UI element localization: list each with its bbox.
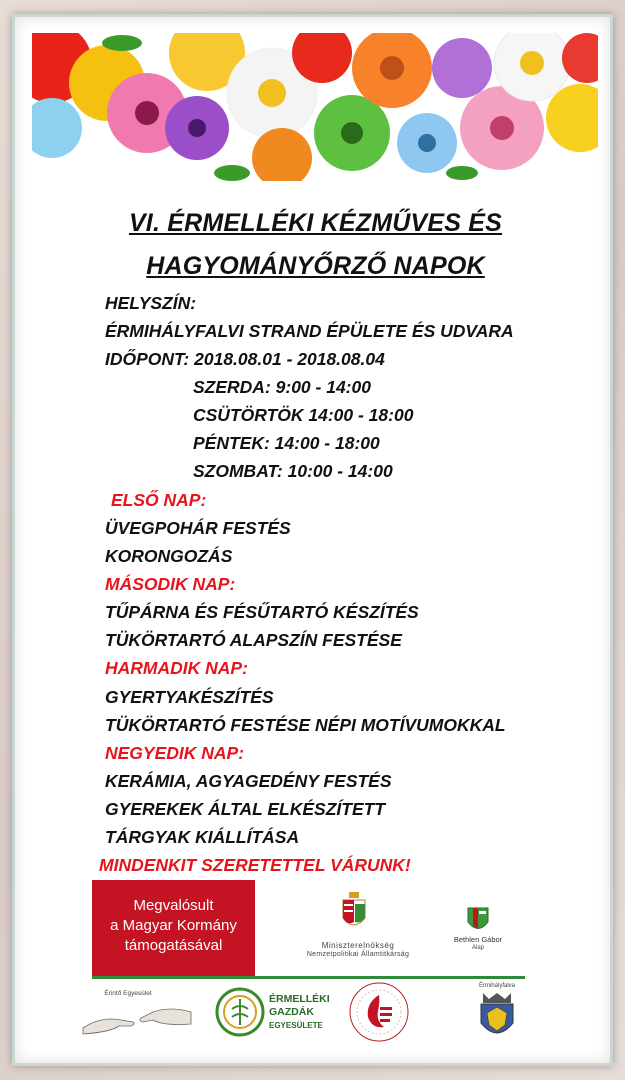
program-item: TÁRGYAK KIÁLLÍTÁSA	[105, 827, 300, 847]
gov-line3: támogatásával	[124, 937, 223, 954]
location-label: HELYSZÍN:	[105, 293, 197, 313]
gazdak-line3: EGYESÜLETE	[269, 1021, 323, 1030]
program-item: GYERTYAKÉSZÍTÉS	[105, 687, 274, 707]
program-item: GYEREKEK ÁLTAL ELKÉSZÍTETT	[105, 799, 386, 819]
gazdak-line2: GAZDÁK	[269, 1006, 314, 1018]
green-divider	[92, 976, 525, 979]
program-item: TÜKÖRTARTÓ FESTÉSE NÉPI MOTÍVUMOKKAL	[105, 715, 506, 735]
town-name: Érmihályfalva	[478, 983, 515, 989]
program-day-heading: ELSŐ NAP:	[111, 490, 207, 510]
program-day-heading: MÁSODIK NAP:	[105, 574, 236, 594]
town-coat-of-arms-icon	[477, 991, 517, 1043]
poster	[12, 14, 613, 1066]
program-item: KERÁMIA, AGYAGEDÉNY FESTÉS	[105, 771, 392, 791]
day-schedule: SZERDA: 9:00 - 14:00	[193, 377, 371, 397]
program-item: TÜKÖRTARTÓ ALAPSZÍN FESTÉSE	[105, 630, 402, 650]
closing-message: MINDENKIT SZERETETTEL VÁRUNK!	[99, 855, 411, 875]
location-value: ÉRMIHÁLYFALVI STRAND ÉPÜLETE ÉS UDVARA	[105, 321, 514, 341]
event-title-line2: HAGYOMÁNYŐRZŐ NAPOK	[146, 252, 485, 280]
flower-banner	[32, 33, 598, 181]
event-title-line1: VI. ÉRMELLÉKI KÉZMŰVES ÉS	[128, 209, 503, 237]
day-schedule: SZOMBAT: 10:00 - 14:00	[193, 461, 393, 481]
bethlen-gabor-logo-icon	[467, 907, 489, 933]
day-schedule: CSÜTÖRTÖK 14:00 - 18:00	[193, 405, 414, 425]
program-item: ÜVEGPOHÁR FESTÉS	[105, 518, 291, 538]
program-item: KORONGOZÁS	[105, 546, 233, 566]
day-schedule: PÉNTEK: 14:00 - 18:00	[193, 433, 380, 453]
circular-seal-logo-icon	[348, 981, 410, 1043]
program-item: TŰPÁRNA ÉS FÉSŰTARTÓ KÉSZÍTÉS	[105, 602, 419, 622]
bethlen-gabor-sub: Alap	[471, 945, 484, 951]
hungarian-coat-of-arms-icon	[341, 892, 367, 932]
program-day-heading: NEGYEDIK NAP:	[105, 743, 245, 763]
gov-line2: a Magyar Kormány	[110, 917, 237, 934]
gazdak-line1: ÉRMELLÉKI	[269, 993, 330, 1005]
ministry-name: Miniszterelnökség	[321, 941, 395, 950]
government-support-banner	[92, 880, 255, 976]
time-label: IDŐPONT: 2018.08.01 - 2018.08.04	[105, 349, 385, 369]
bethlen-gabor-name: Bethlen Gábor	[453, 935, 503, 944]
ministry-subname: Nemzetpolitikai Államtitkárság	[306, 951, 410, 958]
program-day-heading: HARMADIK NAP:	[105, 658, 248, 678]
gazdak-text	[269, 993, 330, 1032]
hands-logo-icon	[81, 1002, 193, 1038]
gov-line1: Megvalósult	[133, 897, 214, 914]
ermelleki-gazdak-logo-icon	[215, 987, 265, 1037]
erinto-egyesulet-name: Érintő Egyesület	[104, 990, 152, 997]
